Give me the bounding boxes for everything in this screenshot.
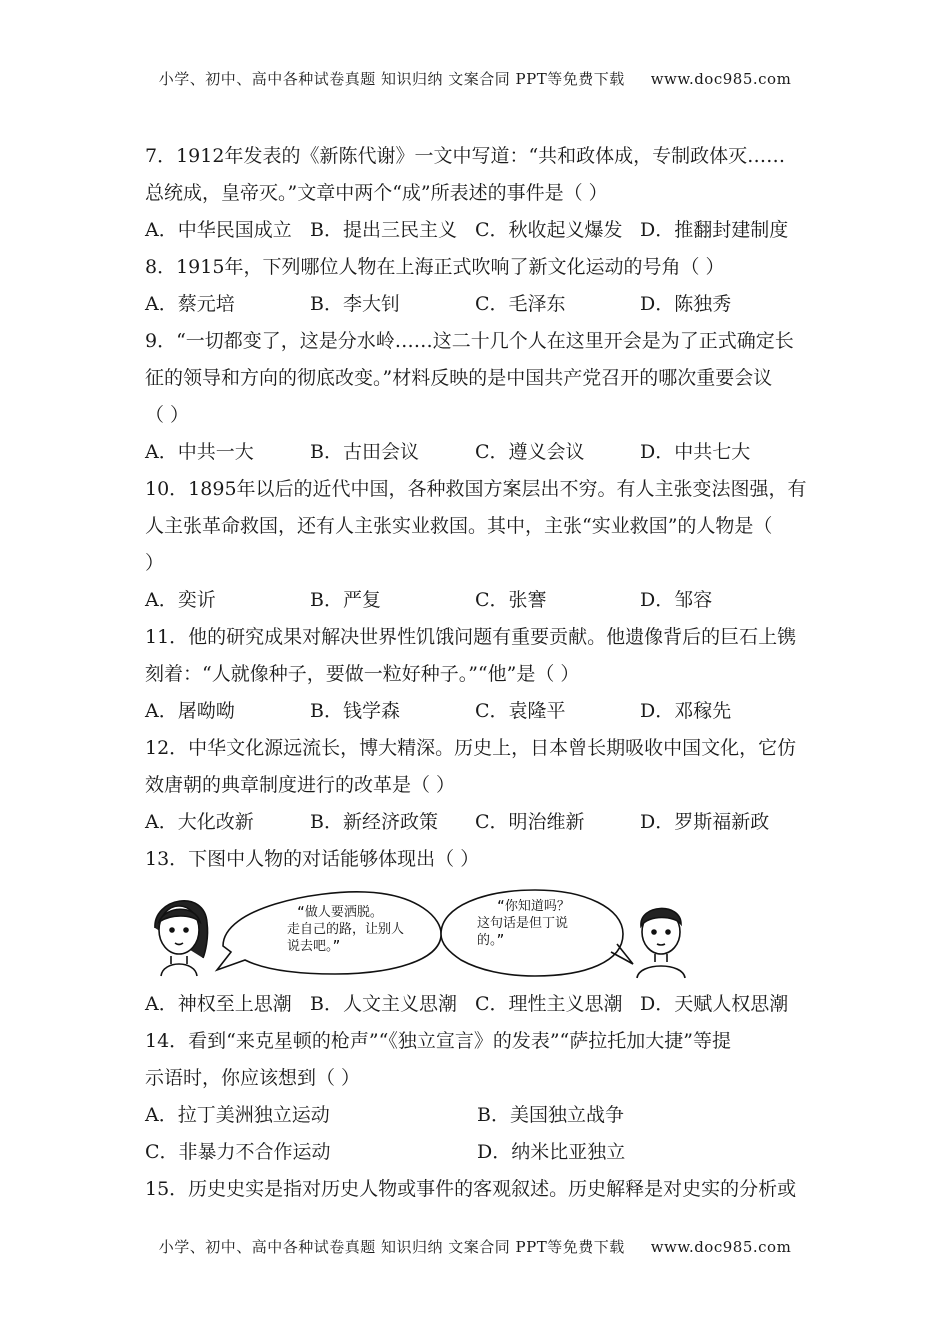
question-text: 7．1912年发表的《新陈代谢》一文中写道：“共和政体成，专制政体灭…… <box>145 145 786 167</box>
options-row <box>145 286 813 323</box>
options-row <box>145 693 813 730</box>
option-c: C．理性主义思潮 <box>475 993 623 1015</box>
option-a: A．中共一大 <box>145 441 254 463</box>
option-c: C．非暴力不合作运动 <box>145 1141 331 1163</box>
bubble-line: “你知道吗？ <box>497 899 570 914</box>
option-a: A．中华民国成立 <box>145 219 292 241</box>
question-11 <box>145 619 813 730</box>
option-d: D．中共七大 <box>640 441 751 463</box>
option-a: A．奕䜣 <box>145 589 216 611</box>
option-b: B．提出三民主义 <box>310 219 457 241</box>
question-text: 刻着：“人就像种子，要做一粒好种子。”“他”是（ ） <box>145 663 580 685</box>
question-12 <box>145 730 813 841</box>
option-d: D．纳米比亚独立 <box>477 1141 626 1163</box>
option-a: A．屠呦呦 <box>145 700 235 722</box>
bubble-line: “做人要洒脱。 <box>297 905 383 920</box>
option-c: C．毛泽东 <box>475 293 566 315</box>
option-b: B．人文主义思潮 <box>310 993 457 1015</box>
page-header <box>0 68 950 89</box>
question-text: 人主张革命救国，还有人主张实业救国。其中，主张“实业救国”的人物是（ <box>145 515 773 537</box>
question-10 <box>145 471 813 619</box>
question-text: 8．1915年，下列哪位人物在上海正式吹响了新文化运动的号角（ ） <box>145 256 725 278</box>
option-c: C．张謇 <box>475 589 547 611</box>
option-b: B．钱学森 <box>310 700 400 722</box>
question-text: 11．他的研究成果对解决世界性饥饿问题有重要贡献。他遗像背后的巨石上镌 <box>145 626 797 648</box>
option-a: A．神权至上思潮 <box>145 993 292 1015</box>
question-text: （ ） <box>145 404 190 426</box>
options-row <box>145 986 813 1023</box>
option-a: A．拉丁美洲独立运动 <box>145 1104 330 1126</box>
question-9 <box>145 323 813 471</box>
question-text: 9．“一切都变了，这是分水岭……这二十几个人在这里开会是为了正式确定长 <box>145 330 794 352</box>
option-b: B．新经济政策 <box>310 811 438 833</box>
question-text: 效唐朝的典章制度进行的改革是（ ） <box>145 774 456 796</box>
option-c: C．明治维新 <box>475 811 585 833</box>
option-d: D．邓稼先 <box>640 700 732 722</box>
option-a: A．大化改新 <box>145 811 254 833</box>
question-14 <box>145 1023 813 1171</box>
question-text: 12．中华文化源远流长，博大精深。历史上，日本曾长期吸收中国文化，它仿 <box>145 737 797 759</box>
bubble-right-text <box>477 898 570 949</box>
page-footer <box>0 1236 950 1257</box>
option-d: D．罗斯福新政 <box>640 811 770 833</box>
exam-content <box>145 138 813 1208</box>
bubble-line: 这句话是但丁说 <box>477 916 569 931</box>
question-text: 总统成，皇帝灭。”文章中两个“成”所表述的事件是（ ） <box>145 182 608 204</box>
bubble-line: 说去吧。” <box>287 939 341 954</box>
footer-text: 小学、初中、高中各种试卷真题 知识归纳 文案合同 PPT等免费下载 <box>158 1238 625 1256</box>
bubble-left-text <box>287 904 404 955</box>
question-7 <box>145 138 813 249</box>
question-text: 示语时，你应该想到（ ） <box>145 1067 361 1089</box>
options-row <box>145 582 813 619</box>
option-c: C．秋收起义爆发 <box>475 219 623 241</box>
question-text: 征的领导和方向的彻底改变。”材料反映的是中国共产党召开的哪次重要会议 <box>145 367 773 389</box>
option-c: C．袁隆平 <box>475 700 566 722</box>
boy-figure <box>637 908 685 978</box>
header-text: 小学、初中、高中各种试卷真题 知识归纳 文案合同 PPT等免费下载 <box>158 70 625 88</box>
options-row <box>145 804 813 841</box>
girl-figure <box>155 901 208 976</box>
footer-site: www.doc985.com <box>650 1238 792 1256</box>
option-d: D．天赋人权思潮 <box>640 993 789 1015</box>
header-site: www.doc985.com <box>650 70 792 88</box>
option-b: B．美国独立战争 <box>477 1104 624 1126</box>
question-text: ） <box>145 552 165 574</box>
question-text: 13．下图中人物的对话能够体现出（ ） <box>145 848 480 870</box>
bubble-line: 走自己的路，让别人 <box>287 922 405 937</box>
question-13 <box>145 841 813 1023</box>
option-d: D．邹容 <box>640 589 713 611</box>
bubble-line: 的。” <box>477 933 505 948</box>
option-d: D．陈独秀 <box>640 293 732 315</box>
question-text: 15．历史史实是指对历史人物或事件的客观叙述。历史解释是对史实的分析或 <box>145 1178 797 1200</box>
option-b: B．古田会议 <box>310 441 419 463</box>
options-row <box>145 434 813 471</box>
options-row <box>145 1134 813 1171</box>
question-text: 14．看到“来克星顿的枪声”“《独立宣言》的发表”“萨拉托加大捷”等提 <box>145 1030 731 1052</box>
options-row <box>145 212 813 249</box>
option-b: B．李大钊 <box>310 293 400 315</box>
option-a: A．蔡元培 <box>145 293 235 315</box>
option-c: C．遵义会议 <box>475 441 585 463</box>
question-8 <box>145 249 813 323</box>
dialogue-illustration <box>145 878 813 986</box>
option-d: D．推翻封建制度 <box>640 219 789 241</box>
options-row <box>145 1097 813 1134</box>
question-15 <box>145 1171 813 1208</box>
question-text: 10．1895年以后的近代中国，各种救国方案层出不穷。有人主张变法图强，有 <box>145 478 807 500</box>
option-b: B．严复 <box>310 589 381 611</box>
